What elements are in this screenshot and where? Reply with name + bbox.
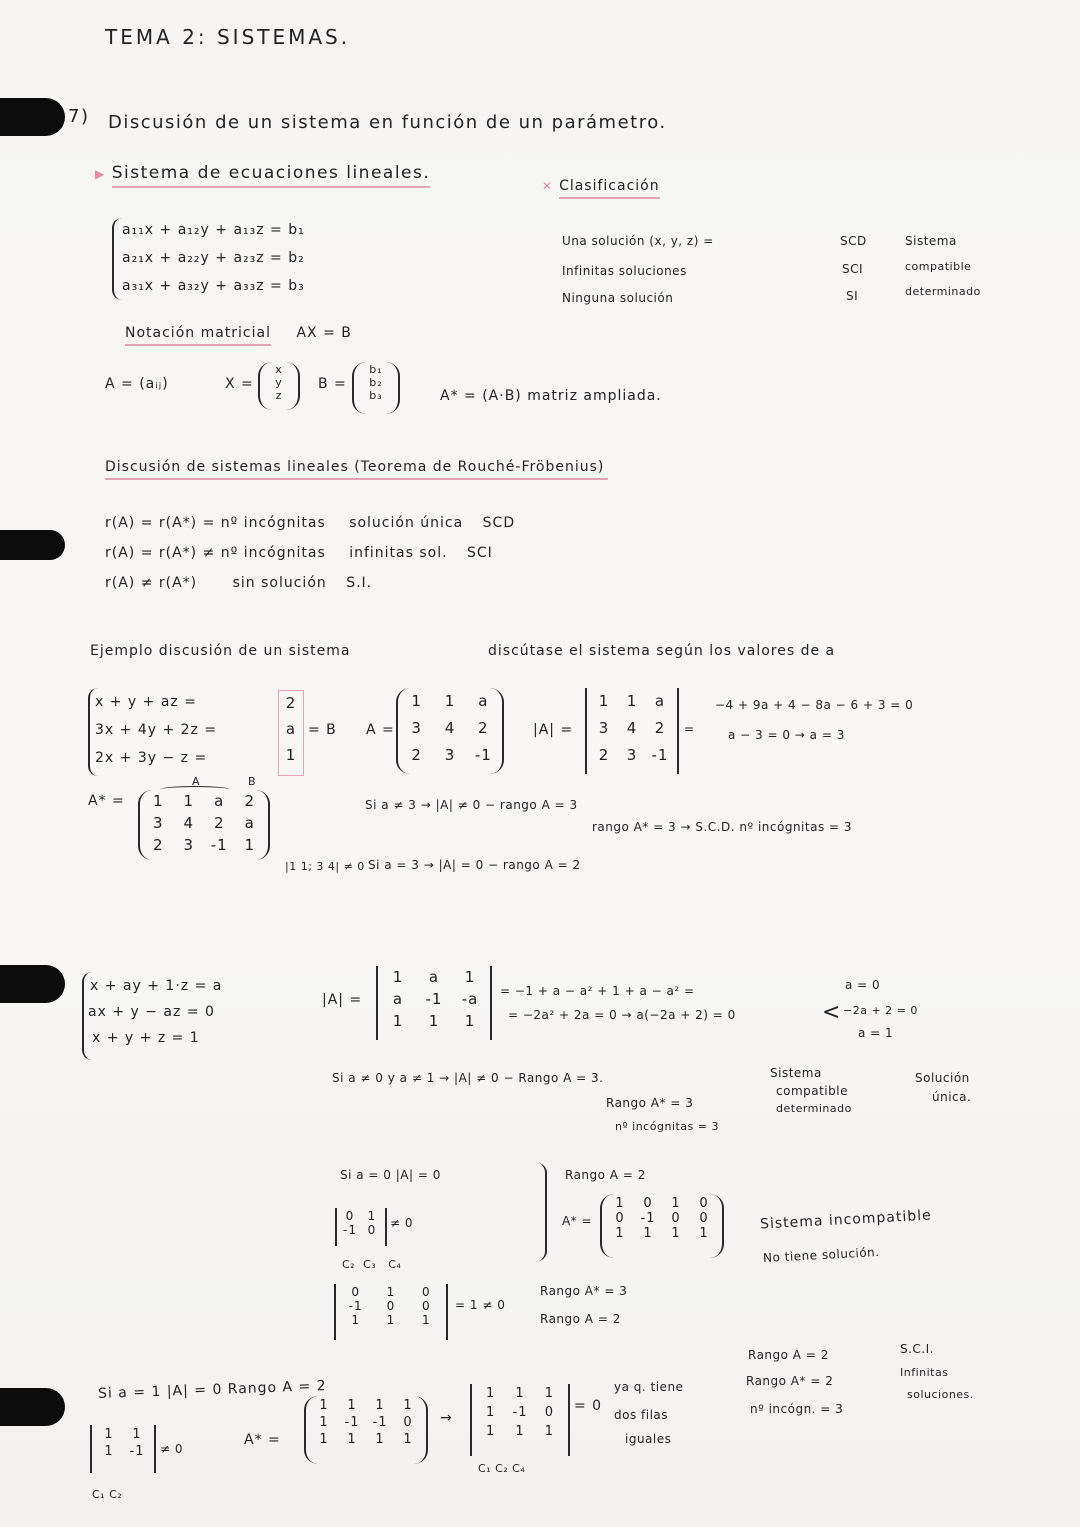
cell: 1 — [422, 1313, 431, 1327]
cell: 1 — [464, 968, 476, 986]
cell: 1 — [403, 1398, 413, 1413]
A-label: A = — [366, 722, 395, 738]
class-item-3: Ninguna solución — [562, 291, 674, 305]
pink-star-icon: ✕ — [542, 179, 554, 193]
equation-1: a₁₁x + a₁₂y + a₁₃z = b₁ — [122, 222, 305, 238]
cell: 1 — [544, 1424, 554, 1439]
minor3-cols: C₁ C₂ C₄ — [478, 1462, 526, 1475]
case-a0-conclusion-1: Sistema incompatible — [759, 1207, 933, 1233]
cell: 1 — [598, 692, 610, 710]
rule-result: solución única — [349, 515, 464, 531]
cell: a — [428, 968, 440, 986]
reason-2: dos filas — [614, 1408, 669, 1422]
det-calc-1: −4 + 9a + 4 − 8a − 6 + 3 = 0 — [715, 698, 914, 712]
minor-result: ≠ 0 — [390, 1216, 414, 1230]
reason-3: iguales — [625, 1432, 672, 1446]
class-note-2: compatible — [905, 260, 972, 273]
cell: 1 — [386, 1285, 396, 1299]
cell: 0 — [367, 1223, 377, 1237]
cell: 1 — [464, 1012, 476, 1030]
x-entry: x — [275, 363, 283, 376]
cell: 4 — [626, 719, 638, 737]
case-a0-conclusion-2: No tiene solución. — [762, 1244, 880, 1266]
cell: 1 — [152, 792, 164, 810]
case-a1-title: Si a = 1 |A| = 0 Rango A = 2 — [97, 1378, 327, 1402]
ex2-eq-2: ax + y − az = 0 — [88, 1004, 215, 1020]
cell: 1 — [104, 1444, 114, 1459]
cell: 3 — [626, 746, 638, 764]
case-a1-conclusion-1: S.C.I. — [900, 1342, 934, 1356]
rouche-rule-1 — [105, 515, 515, 531]
cell: 2 — [244, 792, 256, 810]
case-a0-Astar-label: A* = — [562, 1214, 593, 1228]
b1-entry: b₁ — [369, 363, 383, 376]
case-a1-Astar-matrix — [304, 1396, 428, 1464]
cell: a — [654, 692, 666, 710]
cell: 0 — [699, 1211, 709, 1226]
cell: -1 — [512, 1405, 528, 1420]
cell: 4 — [444, 719, 456, 737]
cell: 3 — [598, 719, 610, 737]
cell: 3 — [183, 836, 195, 854]
detA-label: |A| = — [322, 992, 363, 1008]
cell: 1 — [515, 1386, 525, 1401]
cell: 1 — [444, 692, 456, 710]
cell: 1 — [319, 1415, 329, 1430]
cell: -1 — [348, 1299, 363, 1313]
case-a-neq-3: Si a ≠ 3 → |A| ≠ 0 − rango A = 3 — [365, 798, 578, 812]
cell: 1 — [615, 1226, 625, 1241]
cell: 2 — [411, 746, 422, 764]
minor-2x2 — [335, 1208, 387, 1246]
cell: 1 — [428, 1012, 440, 1030]
pink-bullet-icon: ▶ — [95, 167, 106, 181]
cell: 1 — [403, 1432, 413, 1447]
example-prompt: discútase el sistema según los valores de a — [488, 643, 836, 659]
rule-code: SCD — [482, 515, 516, 531]
augmented-matrix-def: A* = (A·B) matriz ampliada. — [440, 388, 662, 404]
minor-result: ≠ 0 — [160, 1442, 184, 1456]
rule-result: infinitas sol. — [349, 545, 448, 561]
cell: 1 — [375, 1432, 385, 1447]
A-definition: A = (aᵢⱼ) — [105, 376, 169, 392]
cell: 1 — [411, 692, 422, 710]
cell: 1 — [104, 1427, 114, 1442]
detA-label: |A| = — [533, 722, 574, 738]
general-result-3: determinado — [776, 1102, 852, 1115]
general-result-2: compatible — [776, 1084, 848, 1098]
ex2-eq-1: x + ay + 1·z = a — [90, 978, 223, 994]
cell: -1 — [344, 1415, 360, 1430]
cell: 1 — [626, 692, 638, 710]
equation-3: a₃₁x + a₃₂y + a₃₃z = b₃ — [122, 278, 305, 294]
ex1-eq-2: 3x + 4y + 2z = — [95, 722, 218, 738]
detA-matrix — [376, 966, 492, 1040]
rule-code: SCI — [467, 545, 493, 561]
cell: 3 — [152, 814, 164, 832]
rank-Astar: Rango A* = 2 — [746, 1374, 834, 1388]
cell: -1 — [129, 1444, 145, 1459]
system-brace — [112, 218, 122, 300]
class-item-1: Una solución (x, y, z) = — [562, 234, 714, 248]
b-value: 1 — [285, 746, 297, 764]
matrix-notation-label: Notación matricial — [125, 325, 271, 346]
minor-2x2: |1 1; 3 4| ≠ 0 — [285, 860, 365, 873]
cell: -1 — [372, 1415, 388, 1430]
root-1: a = 0 — [845, 978, 881, 992]
col-labels — [342, 1258, 401, 1271]
det-calc-2: a − 3 = 0 → a = 3 — [728, 728, 845, 742]
section-number: 7) — [68, 106, 90, 127]
class-item-2: Infinitas soluciones — [562, 264, 687, 278]
case-a0-title: Si a = 0 |A| = 0 — [340, 1168, 441, 1182]
rule-result: sin solución — [232, 575, 327, 591]
heading-text: Clasificación — [559, 178, 660, 199]
minor-2x2 — [90, 1425, 156, 1473]
cell: 1 — [515, 1424, 525, 1439]
cell: 1 — [347, 1432, 357, 1447]
class-code-1: SCD — [840, 234, 867, 248]
rouche-heading — [105, 459, 608, 475]
matrix-notation-eq: AX = B — [296, 325, 352, 341]
col-label: C₂ — [342, 1258, 356, 1271]
matrix-notation — [125, 325, 352, 341]
section-title: Discusión de un sistema en función de un parámetro. — [108, 112, 667, 133]
cell: 1 — [386, 1313, 396, 1327]
general-result-1: Sistema — [770, 1066, 822, 1080]
cell: -1 — [474, 746, 492, 764]
general-result-4: Solución — [915, 1071, 970, 1085]
arrow-icon: → — [440, 1410, 453, 1426]
y-entry: y — [275, 376, 283, 389]
B-label: = B — [308, 722, 337, 738]
cell: 1 — [183, 792, 195, 810]
ex2-det-calc-1: = −1 + a − a² + 1 + a − a² = — [500, 984, 695, 998]
cell: 1 — [347, 1398, 357, 1413]
minor-3x3 — [470, 1384, 570, 1456]
cell: 1 — [375, 1398, 385, 1413]
rule-condition: r(A) ≠ r(A*) — [105, 575, 198, 591]
A-matrix — [396, 688, 504, 774]
rank-Astar: Rango A* = 3 — [540, 1284, 628, 1298]
class-code-2: SCI — [842, 262, 864, 276]
cell: -1 — [425, 990, 443, 1008]
cell: 3 — [444, 746, 456, 764]
cell: 0 — [345, 1209, 355, 1223]
cell: 1 — [615, 1196, 625, 1211]
case-a1-Astar-label: A* = — [244, 1432, 281, 1448]
cell: 3 — [411, 719, 422, 737]
B-column-highlight — [278, 690, 304, 776]
ex1-eq-3: 2x + 3y − z = — [95, 750, 208, 766]
cell: 2 — [598, 746, 610, 764]
class-note-3: determinado — [905, 285, 981, 298]
cell: -1 — [210, 836, 228, 854]
cell: 0 — [422, 1285, 431, 1299]
cell: 1 — [486, 1424, 496, 1439]
ex2-eq-3: x + y + z = 1 — [92, 1030, 200, 1046]
cell: -a — [461, 990, 479, 1008]
cell: 1 — [367, 1209, 377, 1223]
cell: 1 — [671, 1226, 681, 1241]
case-brace — [535, 1163, 547, 1261]
minor-cols: C₁ C₂ — [92, 1488, 123, 1501]
cell: 1 — [319, 1398, 329, 1413]
case-a0-Astar-matrix — [600, 1194, 724, 1258]
cell: 0 — [699, 1196, 709, 1211]
b-value: 2 — [285, 694, 297, 712]
cell: -1 — [343, 1223, 357, 1237]
cell: 4 — [183, 814, 195, 832]
cell: 0 — [386, 1299, 396, 1313]
cell: a — [214, 792, 225, 810]
cell: a — [478, 692, 489, 710]
cell: 0 — [422, 1299, 431, 1313]
cell: 2 — [478, 719, 489, 737]
ex2-det-calc-2: = −2a² + 2a = 0 → a(−2a + 2) = 0 — [508, 1008, 736, 1022]
binder-ring — [0, 98, 65, 136]
Astar-header-B: B — [248, 775, 257, 788]
rank-A: Rango A = 2 — [540, 1312, 621, 1326]
case-a1-conclusion-2: Infinitas — [900, 1366, 949, 1379]
detA-matrix — [585, 688, 679, 774]
cell: a — [392, 990, 404, 1008]
notebook-page: TEMA 2: SISTEMAS. 7) Discusión de un sistema en función de un parámetro. ▶ Sistema de ecuaciones lineales. a₁₁x + a₁₂y + a₁₃z = b₁ a₂₁x + a₂₂y + a₂₃z = b₂ a₃₁x + a₃₂y + a₃₃z = b₃ Notación matricial AX = B A = (aᵢⱼ) X = x y z B = b₁ b₂ b₃ A* = (A·B) matriz ampliada. ✕ Clasificación Una solución (x, y, z) = SCD Infinitas soluciones SCI Ninguna solución SI Sistema compatible determinado Discusión de sistemas lineales (Teorema de Rouché-Fröbenius) r(A) = r(A*) = nº incógnitas solución única SCD r(A) = r(A*) ≠ nº incógnitas infinitas sol. SCI r(A) ≠ r(A*) sin solución S.I. Ejemplo discusión de un sistema discútase el sistema según los valores de a x + y + az = 3x + 4y + 2z = 2x + 3y − z = 2 a 1 = B A = 1 1 a 3 4 2 2 3 -1 |A| = 1 1 a 3 4 2 2 3 -1 = −4 + 9a + 4 − 8a − 6 + 3 = 0 a − 3 = 0 → a = 3 A* = A B 1 1 a 2 3 4 2 a 2 3 -1 1 Si a ≠ 3 → |A| ≠ 0 − rango A = 3 rango A* = 3 → S.C.D. nº incógnitas = 3 |1 1; 3 4| ≠ 0 Si a = 3 → |A| = 0 − rango A = 2 x + ay + 1·z = a ax + y − az = 0 x + y + z = 1 |A| = 1 a 1 a -1 -a 1 1 1 = −1 + a − a² + 1 + a − a² = = −2a² + 2a = 0 → a(−2a + 2) = 0 < a = 0 −2a + 2 = 0 a = 1 Si a ≠ 0 y a ≠ 1 → |A| ≠ 0 − Rango A = 3. Rango A* = 3 nº incógnitas = 3 Sistema compatible determinado Solución única. Si a = 0 |A| = 0 0 1 -1 0 ≠ 0 Rango A = 2 A* = 1 0 1 0 0 -1 0 0 1 1 1 1 C₂ C₃ C₄ 0 1 0 -1 0 0 1 1 1 = 1 ≠ 0 Rango A* = 3 Rango A = 2 Sistema incompatible No tiene solución. Si a = 1 |A| = 0 Rango A = 2 1 1 1 -1 ≠ 0 C₁ C₂ A* = 1 1 1 1 1 -1 -1 0 1 1 1 1 → 1 1 1 1 -1 0 1 1 1 = 0 C₁ C₂ C₄ ya q. tiene dos filas iguales Rango A = 2 Rango A* = 2 nº incógn. = 3 S.C.I. Infinitas soluciones. — [0, 0, 1080, 1527]
b3-entry: b₃ — [369, 389, 383, 402]
cell: -1 — [640, 1211, 656, 1226]
cell: 1 — [244, 836, 256, 854]
X-vector — [258, 362, 300, 410]
cell: 0 — [544, 1405, 554, 1420]
rank-A: Rango A = 2 — [748, 1348, 829, 1362]
minor3-result: = 0 — [574, 1398, 603, 1414]
cell: 1 — [351, 1313, 360, 1327]
cell: 1 — [392, 1012, 404, 1030]
root-2: a = 1 — [858, 1026, 894, 1040]
page-title: TEMA 2: SISTEMAS. — [105, 25, 351, 49]
general-unknowns: nº incógnitas = 3 — [615, 1120, 719, 1133]
cell: 1 — [486, 1405, 496, 1420]
rule-code: S.I. — [346, 575, 373, 591]
reason-1: ya q. tiene — [614, 1380, 684, 1394]
binder-ring — [0, 1388, 65, 1426]
X-label: X = — [225, 376, 254, 392]
col-label: C₄ — [388, 1258, 402, 1271]
cell: 1 — [544, 1386, 554, 1401]
rouche-rule-3 — [105, 575, 372, 591]
rule-condition: r(A) = r(A*) ≠ nº incógnitas — [105, 545, 326, 561]
cell: a — [244, 814, 255, 832]
cell: 0 — [351, 1285, 360, 1299]
heading-text: Sistema de ecuaciones lineales. — [112, 163, 431, 188]
B-label: B = — [318, 376, 347, 392]
case-a1-conclusion-3: soluciones. — [907, 1388, 974, 1401]
b-value: a — [285, 720, 297, 738]
binder-ring — [0, 965, 65, 1003]
case-a-neq-3-rank: rango A* = 3 → S.C.D. nº incógnitas = 3 — [592, 820, 853, 834]
minor3-result: = 1 ≠ 0 — [455, 1298, 506, 1312]
cell: 0 — [615, 1211, 625, 1226]
linear-system-heading — [95, 163, 430, 183]
col-label: C₃ — [363, 1258, 377, 1271]
ex1-eq-1: x + y + az = — [95, 694, 197, 710]
unknowns: nº incógn. = 3 — [750, 1402, 844, 1416]
classification-heading — [542, 178, 660, 194]
binder-ring — [0, 530, 65, 560]
case-a-eq-3: Si a = 3 → |A| = 0 − rango A = 2 — [368, 858, 581, 872]
z-entry: z — [275, 389, 283, 402]
general-case: Si a ≠ 0 y a ≠ 1 → |A| ≠ 0 − Rango A = 3. — [332, 1071, 604, 1085]
Astar-header-A: A — [192, 775, 201, 788]
class-note-1: Sistema — [905, 234, 957, 248]
cell: -1 — [651, 746, 669, 764]
cell: 0 — [403, 1415, 413, 1430]
cell: 1 — [132, 1427, 142, 1442]
cell: 1 — [671, 1196, 681, 1211]
general-rankAstar: Rango A* = 3 — [606, 1096, 694, 1110]
B-vector — [352, 362, 400, 414]
cell: 2 — [152, 836, 164, 854]
case-a0-rankA: Rango A = 2 — [565, 1168, 646, 1182]
cell: 1 — [643, 1226, 653, 1241]
general-result-5: única. — [932, 1090, 972, 1104]
cell: 2 — [654, 719, 666, 737]
minor-3x3 — [334, 1284, 448, 1340]
Astar-matrix — [138, 790, 270, 860]
cell: 1 — [319, 1432, 329, 1447]
cell: 0 — [643, 1196, 653, 1211]
cell: 1 — [699, 1226, 709, 1241]
class-code-3: SI — [846, 289, 859, 303]
cell: 1 — [486, 1386, 496, 1401]
root-2-eq: −2a + 2 = 0 — [843, 1004, 918, 1017]
b2-entry: b₂ — [369, 376, 383, 389]
heading-text: Discusión de sistemas lineales (Teorema de Rouché-Fröbenius) — [105, 459, 608, 480]
cell: 1 — [392, 968, 404, 986]
rouche-rule-2 — [105, 545, 493, 561]
example-heading: Ejemplo discusión de un sistema — [90, 643, 351, 659]
cell: 0 — [671, 1211, 681, 1226]
Astar-label: A* = — [88, 793, 125, 809]
rule-condition: r(A) = r(A*) = nº incógnitas — [105, 515, 326, 531]
cell: 2 — [213, 814, 225, 832]
equation-2: a₂₁x + a₂₂y + a₂₃z = b₂ — [122, 250, 305, 266]
